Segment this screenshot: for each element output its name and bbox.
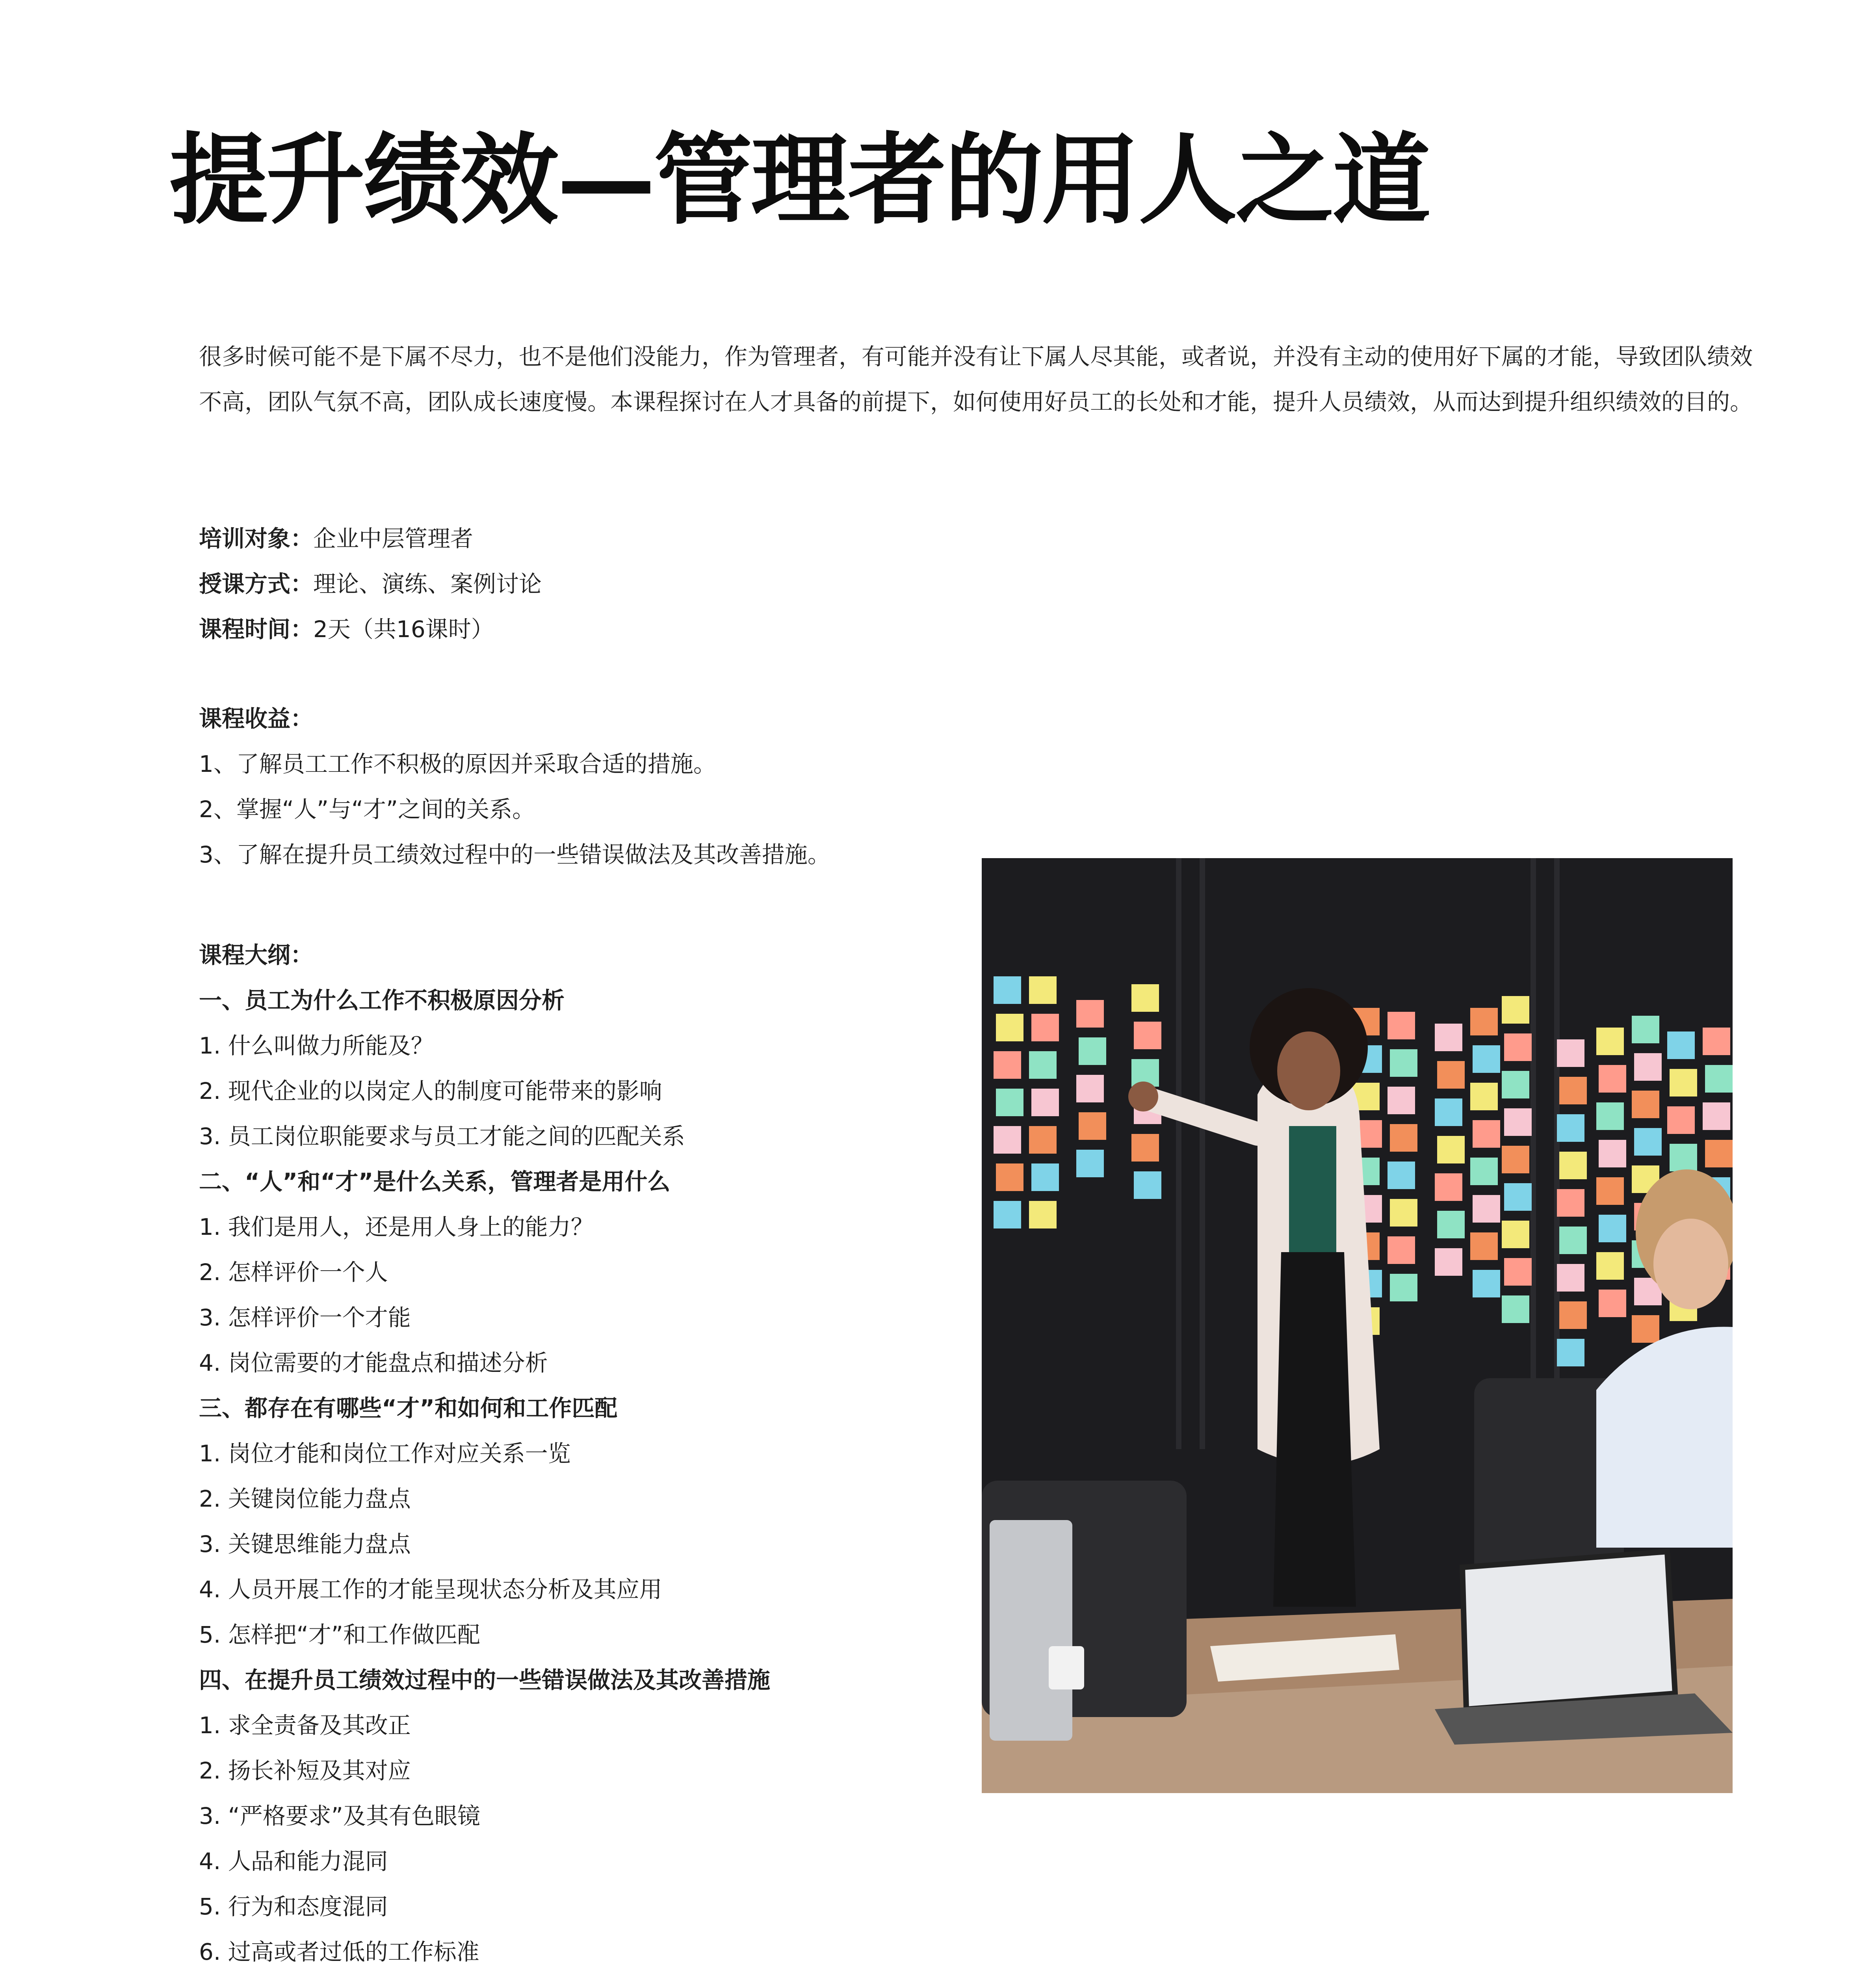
sticky-note (1029, 1126, 1057, 1154)
sticky-note (1559, 1077, 1587, 1104)
sticky-note (1703, 1102, 1730, 1130)
outline-item: 1. 我们是用人，还是用人身上的能力？ (199, 1214, 594, 1240)
meta-audience-value: 企业中层管理者 (313, 525, 474, 552)
sticky-note (1596, 1177, 1624, 1205)
outline-item: 3. 关键思维能力盘点 (199, 1531, 411, 1557)
meta-duration (199, 607, 987, 652)
sticky-note (1632, 1315, 1659, 1343)
sticky-note (1557, 1339, 1584, 1366)
outline-section-title: 一、员工为什么工作不积极原因分析 (199, 987, 565, 1014)
sticky-note (1390, 1274, 1417, 1301)
meta-method (199, 561, 987, 607)
outline-item: 3. 员工岗位职能要求与员工才能之间的匹配关系 (199, 1123, 685, 1150)
sticky-note (1079, 1112, 1106, 1140)
benefit-item: 3、了解在提升员工绩效过程中的一些错误做法及其改善措施。 (199, 841, 830, 868)
sticky-note (1076, 1000, 1104, 1028)
meta-audience-label: 培训对象： (199, 525, 314, 552)
sticky-note (1390, 1049, 1417, 1077)
outline-heading: 课程大纲： (199, 942, 314, 968)
sticky-note (1705, 1140, 1733, 1167)
sticky-note (1470, 1008, 1498, 1035)
sticky-note (1031, 1163, 1059, 1191)
sticky-note (1667, 1031, 1695, 1059)
sticky-note (1437, 1061, 1465, 1089)
sticky-note (1435, 1173, 1462, 1201)
presentation-photo-illustration (982, 858, 1733, 1793)
outline-item: 4. 岗位需要的才能盘点和描述分析 (199, 1349, 548, 1376)
outline-section-title: 三、都存在有哪些“才”和如何和工作匹配 (199, 1395, 618, 1422)
sticky-note (1029, 1051, 1057, 1079)
sticky-note (1435, 1248, 1462, 1276)
sticky-note (1437, 1211, 1465, 1238)
outline-item: 1. 什么叫做力所能及？ (199, 1032, 434, 1059)
sticky-note (996, 1163, 1023, 1191)
sticky-note (1557, 1039, 1584, 1067)
presentation-photo (982, 858, 1733, 1793)
sticky-note (1470, 1232, 1498, 1260)
sticky-note (1667, 1106, 1695, 1134)
sticky-note (994, 1126, 1021, 1154)
sticky-note (1076, 1150, 1104, 1177)
sticky-note (1632, 1091, 1659, 1118)
outline-item: 5. 怎样把“才”和工作做匹配 (199, 1621, 480, 1648)
course-intro: 很多时候可能不是下属不尽力，也不是他们没能力，作为管理者，有可能并没有让下属人尽其能，或者说，并没有主动的使用好下属的才能，导致团队绩效不高，团队气氛不高，团队成长速度慢。本课程探讨在人才具备的前提下，如何使用好员工的长处和才能，提升人员绩效，从而达到提升组织绩效的目的。 (199, 343, 1753, 415)
outline-item: 5. 行为和态度混同 (199, 1893, 388, 1920)
outline-item: 3. “严格要求”及其有色眼镜 (199, 1803, 480, 1829)
sticky-note (1387, 1162, 1415, 1189)
outline-item: 2. 怎样评价一个人 (199, 1259, 388, 1286)
sticky-note (1387, 1236, 1415, 1264)
sticky-note (1596, 1102, 1624, 1130)
benefit-item: 1、了解员工工作不积极的原因并采取合适的措施。 (199, 751, 716, 777)
sticky-note (1634, 1053, 1662, 1081)
sticky-note (1390, 1124, 1417, 1152)
sticky-note (1502, 1221, 1529, 1248)
sticky-note (1502, 1295, 1529, 1323)
sticky-note (1079, 1037, 1106, 1065)
sticky-note (1504, 1108, 1532, 1136)
sticky-note (1705, 1065, 1733, 1093)
sticky-note (1131, 1134, 1159, 1162)
sticky-note (1435, 1024, 1462, 1051)
sticky-note (1557, 1189, 1584, 1217)
sticky-note (1596, 1028, 1624, 1055)
sticky-note (1473, 1120, 1500, 1148)
outline-item: 2. 扬长补短及其对应 (199, 1757, 411, 1784)
sticky-note (1557, 1114, 1584, 1142)
sticky-note (1470, 1083, 1498, 1110)
benefits-heading: 课程收益： (199, 705, 314, 732)
outline-item: 4. 人员开展工作的才能呈现状态分析及其应用 (199, 1576, 662, 1603)
sticky-note (1557, 1264, 1584, 1292)
sticky-note (1599, 1065, 1626, 1093)
sticky-note (1559, 1227, 1587, 1254)
outline-item: 2. 关键岗位能力盘点 (199, 1485, 411, 1512)
sticky-note (1703, 1028, 1730, 1055)
meta-method-value: 理论、演练、案例讨论 (313, 571, 542, 597)
sticky-note (1559, 1301, 1587, 1329)
sticky-note (1632, 1016, 1659, 1043)
sticky-note (994, 976, 1021, 1004)
sticky-note (1473, 1045, 1500, 1073)
sticky-note (1437, 1136, 1465, 1163)
sticky-note (1504, 1183, 1532, 1211)
page-title: 提升绩效—管理者的用人之道 (169, 123, 1429, 238)
sticky-note (1029, 1201, 1057, 1228)
sticky-note (994, 1201, 1021, 1228)
sticky-note (1599, 1140, 1626, 1167)
meta-duration-value: 2天（共16课时） (313, 616, 494, 643)
outline-item: 4. 人品和能力混同 (199, 1848, 388, 1875)
sticky-note (1473, 1195, 1500, 1223)
course-meta (199, 516, 987, 652)
sticky-note (1596, 1252, 1624, 1280)
outline-section-title: 四、在提升员工绩效过程中的一些错误做法及其改善措施 (199, 1667, 771, 1693)
sticky-note (996, 1089, 1023, 1116)
benefit-item: 2、掌握“人”与“才”之间的关系。 (199, 796, 535, 823)
sticky-note (1387, 1087, 1415, 1114)
meta-audience (199, 516, 987, 561)
sticky-note (1504, 1033, 1532, 1061)
sticky-note (996, 1014, 1023, 1041)
sticky-note (1031, 1089, 1059, 1116)
sticky-note (1435, 1098, 1462, 1126)
sticky-note (1670, 1144, 1697, 1171)
sticky-note (1134, 1171, 1161, 1199)
sticky-note (1076, 1075, 1104, 1102)
course-outline (199, 933, 987, 1970)
sticky-note (1029, 976, 1057, 1004)
sticky-note (1634, 1128, 1662, 1156)
meta-duration-label: 课程时间： (199, 616, 314, 643)
sticky-note (1502, 1071, 1529, 1098)
sticky-note (1031, 1014, 1059, 1041)
outline-item: 6. 过高或者过低的工作标准 (199, 1938, 479, 1965)
sticky-note (1670, 1069, 1697, 1097)
outline-item: 1. 求全责备及其改正 (199, 1712, 411, 1739)
outline-section-title: 二、“人”和“才”是什么关系，管理者是用什么 (199, 1168, 671, 1195)
sticky-note (1473, 1270, 1500, 1297)
sticky-note (1559, 1152, 1587, 1179)
sticky-note (1599, 1290, 1626, 1317)
sticky-note (1390, 1199, 1417, 1227)
sticky-note (1502, 1146, 1529, 1173)
sticky-note (1502, 996, 1529, 1024)
sticky-note (1131, 984, 1159, 1012)
meta-method-label: 授课方式： (199, 571, 314, 597)
sticky-note (1134, 1022, 1161, 1049)
sticky-note (994, 1051, 1021, 1079)
sticky-note (1504, 1258, 1532, 1286)
sticky-note (1470, 1158, 1498, 1185)
course-benefits (199, 696, 987, 877)
outline-item: 1. 岗位才能和岗位工作对应关系一览 (199, 1440, 571, 1467)
sticky-note (1387, 1012, 1415, 1039)
sticky-note (1599, 1215, 1626, 1242)
outline-item: 2. 现代企业的以岗定人的制度可能带来的影响 (199, 1078, 662, 1104)
outline-item: 3. 怎样评价一个才能 (199, 1304, 411, 1331)
